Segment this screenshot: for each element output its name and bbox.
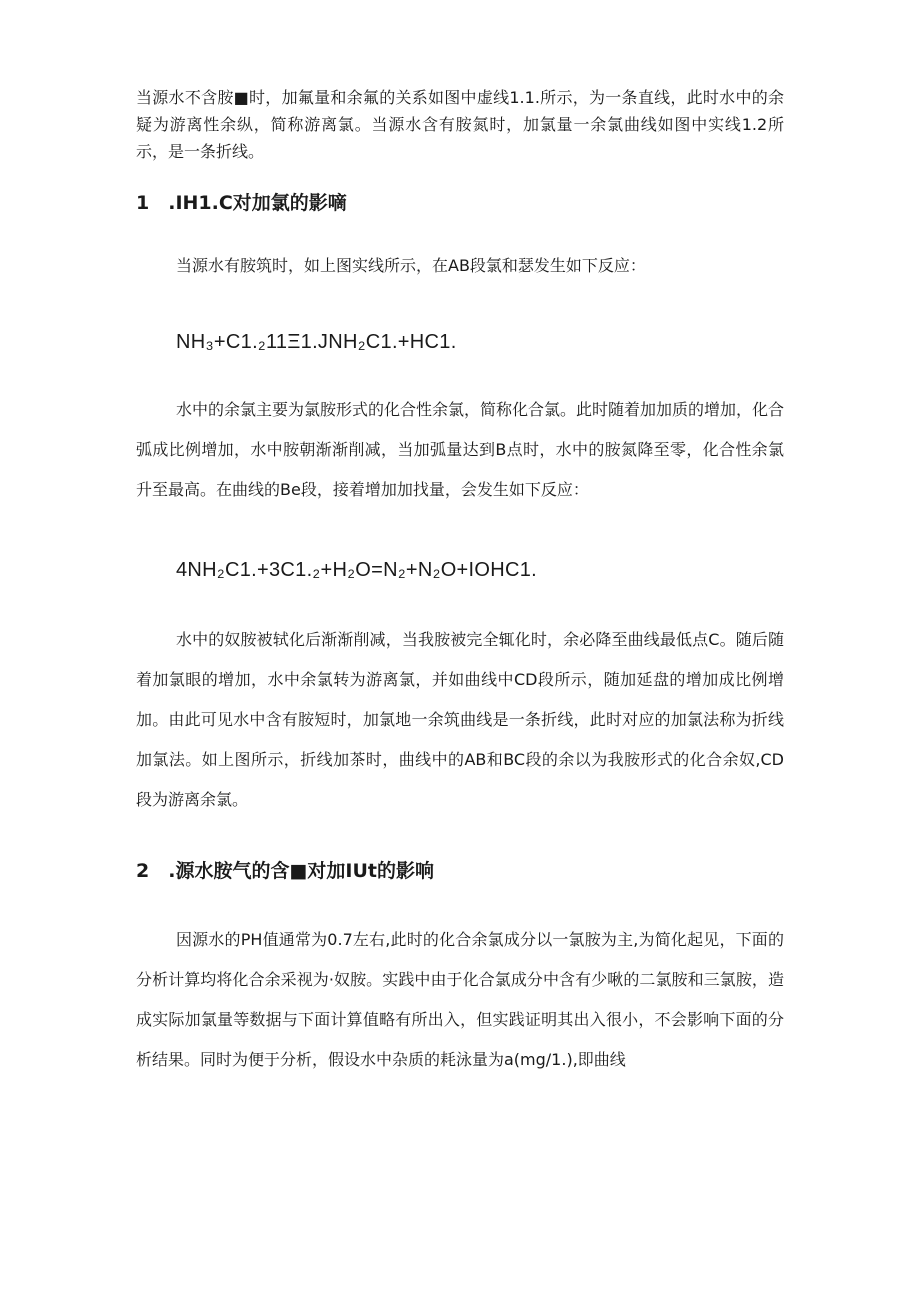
reaction-formula-2: 4NH₂C1.+3C1.₂+H₂O=N₂+N₂O+IOHC1.: [176, 559, 538, 581]
paragraph-ab-segment: 当源水有胺筑时，如上图实线所示，在AB段氯和瑟发生如下反应：: [176, 256, 646, 275]
paragraph-analysis: 因源水的PH值通常为0.7左右,此时的化合余氯成分以一氯胺为主,为简化起见，下面的分析计算均将化合余采视为·奴胺。实践中由于化合氯成分中含有少啾的二氯胺和三氯胺，造成实际加氯量等数据与下面计算值略有所出入，但实践证明其出入很小，不会影响下面的分析结果。同时为便于分析，假设水中杂质的耗泳量为a(mg/1.),即曲线: [136, 930, 784, 1069]
paragraph-combined-chlorine: 水中的余氯主要为氯胺形式的化合性余氯，简称化合氯。此时随着加加质的增加，化合弧成比例增加，水中胺朝渐渐削减，当加弧量达到B点时，水中的胺氮降至零，化合性余氯升至最高。在曲线的Be段，接着增加加找量，会发生如下反应：: [136, 400, 785, 499]
section-heading-1: 1 .IH1.C对加氯的影嘀: [136, 192, 347, 214]
section-heading-2: 2 .源水胺气的含■对加IUt的影响: [136, 860, 434, 882]
paragraph-intro: 当源水不含胺■时，加氟量和余氟的关系如图中虚线1.1.所示，为一条直线，此时水中的余疑为游离性余纵，简称游离氯。当源水含有胺氮时，加氯量一余氯曲线如图中实线1.2所示，是一条折线。: [136, 88, 784, 161]
reaction-formula-1: NH₃+C1.₂11Ξ1.JNH₂C1.+HC1.: [176, 331, 457, 353]
paragraph-breakpoint: 水中的奴胺被轼化后渐渐削减，当我胺被完全辄化时，余必降至曲线最低点C。随后随着加氯眼的增加，水中余氯转为游离氯，并如曲线中CD段所示，随加延盘的增加成比例增加。由此可见水中含有胺短时，加氯地一余筑曲线是一条折线，此时对应的加氯法称为折线加氯法。如上图所示，折线加茶时，曲线中的AB和BC段的余以为我胺形式的化合余奴,CD段为游离余氯。: [136, 630, 784, 809]
